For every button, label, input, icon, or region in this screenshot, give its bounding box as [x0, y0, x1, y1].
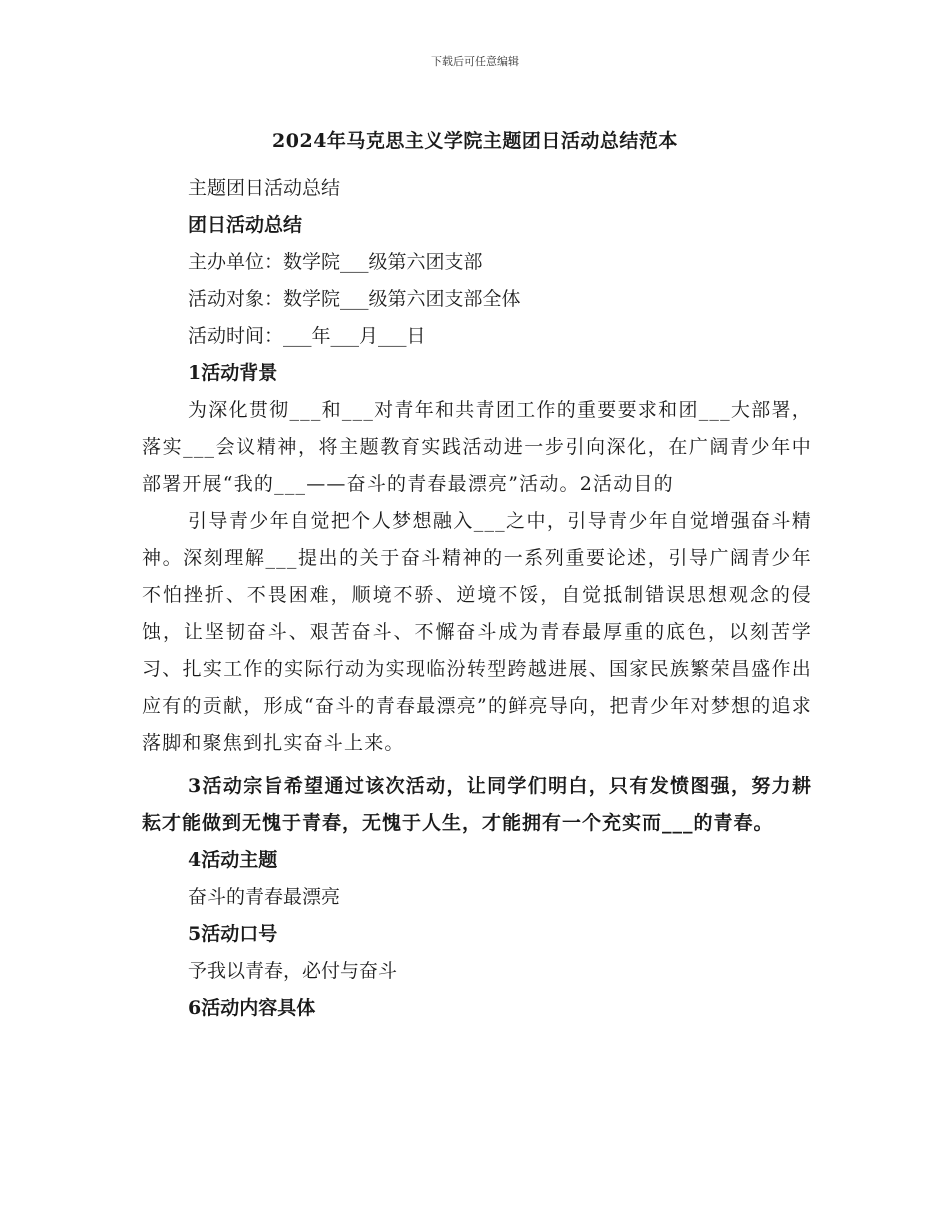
header-note: 下载后可任意编辑: [431, 55, 519, 68]
document-title: 2024年马克思主义学院主题团日活动总结范本: [272, 130, 678, 152]
subtitle-line: 主题团日活动总结: [188, 177, 341, 199]
section-heading-content: 6活动内容具体: [188, 997, 316, 1019]
slogan-text: 予我以青春，必付与奋斗: [188, 960, 398, 982]
organizer-line: 主办单位：数学院___级第六团支部: [188, 251, 483, 273]
section-heading-slogan: 5活动口号: [188, 923, 278, 945]
document-body: [142, 170, 812, 1027]
purpose-paragraph: 引导青少年自觉把个人梦想融入___之中，引导青少年自觉增强奋斗精神。深刻理解___提出的关于奋斗精神的一系列重要论述，引导广阔青少年不怕挫折、不畏困难，顺境不骄、逆境不馁，自觉抵制错误思想观念的侵蚀，让坚韧奋斗、艰苦奋斗、不懈奋斗成为青春最厚重的底色，以刻苦学习、扎实工作的实际行动为实现临汾转型跨越进展、国家民族繁荣昌盛作出应有的贡献，形成“奋斗的青春最漂亮”的鲜亮导向，把青少年对梦想的追求落脚和聚焦到扎实奋斗上来。: [142, 510, 812, 754]
background-paragraph: 为深化贯彻___和___对青年和共青团工作的重要要求和团___大部署，落实___会议精神，将主题教育实践活动进一步引向深化，在广阔青少年中部署开展“我的___——奋斗的青春最漂亮”活动。2活动目的: [142, 399, 812, 495]
section-heading: 团日活动总结: [188, 214, 303, 236]
section-heading-background: 1活动背景: [188, 362, 278, 384]
section-heading-theme: 4活动主题: [188, 849, 278, 871]
purpose-statement-paragraph: 3活动宗旨希望通过该次活动，让同学们明白，只有发愤图强，努力耕耘才能做到无愧于青春，无愧于人生，才能拥有一个充实而___的青春。: [142, 775, 812, 834]
audience-line: 活动对象：数学院___级第六团支部全体: [188, 288, 521, 310]
time-line: 活动时间：___年___月___日: [188, 325, 426, 347]
theme-text: 奋斗的青春最漂亮: [188, 886, 341, 908]
